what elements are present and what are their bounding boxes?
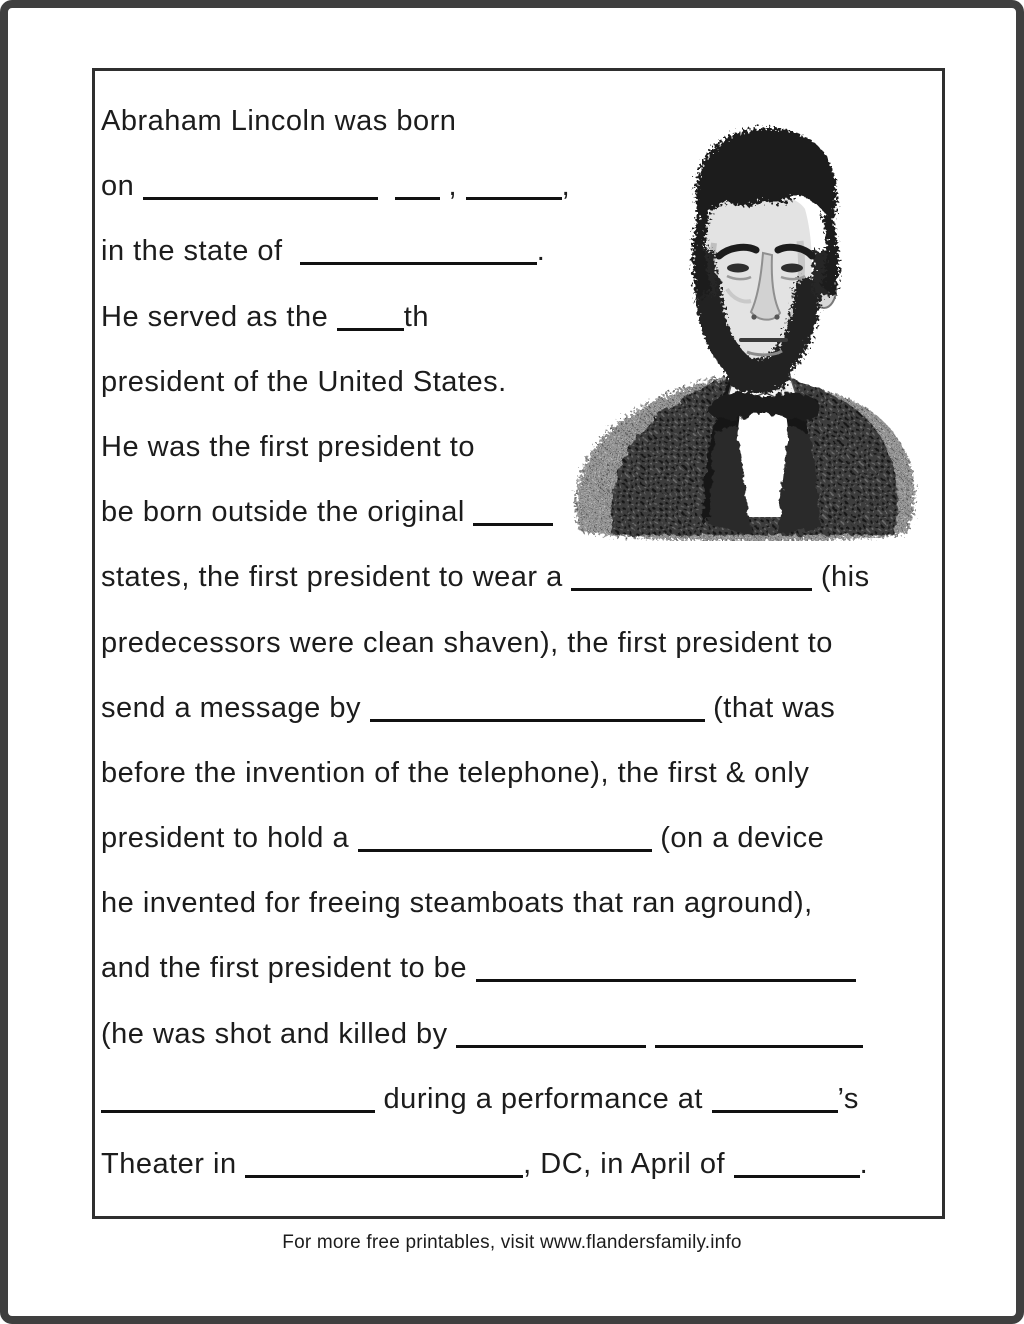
line-text (378, 170, 395, 202)
line-text: on (101, 170, 143, 203)
blank-field (143, 193, 378, 200)
worksheet-line (101, 611, 942, 676)
line-text: , (561, 170, 571, 203)
line-text: th (403, 300, 429, 333)
worksheet-line (101, 1067, 942, 1132)
worksheet-line (101, 350, 942, 415)
worksheet-line (101, 871, 942, 936)
blank-field (370, 715, 705, 722)
worksheet-line (101, 936, 942, 1001)
blank-field (300, 258, 537, 265)
line-text: , (439, 170, 466, 203)
line-text: states, the first president to wear a (101, 561, 572, 594)
line-text: . (859, 1148, 869, 1180)
worksheet-line (101, 415, 942, 480)
line-text: . (536, 235, 546, 268)
line-text: before the invention of the telephone), the first & only (101, 756, 810, 789)
worksheet-line (101, 741, 942, 806)
worksheet-line (101, 676, 942, 741)
line-text: (that was (704, 691, 836, 724)
worksheet-line (101, 154, 942, 219)
line-text: and the first president to be (101, 952, 476, 985)
line-text: He was the first president to (101, 430, 475, 463)
line-text (646, 1018, 655, 1050)
line-text: He served as the (101, 300, 337, 333)
blank-field (476, 975, 856, 982)
line-text: (his (812, 561, 870, 594)
blank-field (734, 1171, 860, 1178)
line-text: ’s (837, 1082, 859, 1115)
blank-field (466, 193, 562, 200)
worksheet-line (101, 219, 942, 284)
worksheet-line (101, 1002, 942, 1067)
blank-field (655, 1041, 863, 1048)
line-text: Theater in (101, 1148, 246, 1180)
line-text: be born outside the original (101, 496, 474, 529)
line-text: (on a device (651, 822, 825, 855)
worksheet-line (101, 480, 942, 545)
line-text: Abraham Lincoln was born (101, 105, 457, 137)
blank-field (712, 1106, 838, 1113)
worksheet-lines (95, 71, 942, 1216)
blank-field (473, 519, 553, 526)
line-text: in the state of (101, 235, 300, 268)
line-text: president of the United States. (101, 365, 507, 398)
worksheet-line (101, 806, 942, 871)
worksheet-line (101, 1132, 942, 1197)
footer-note: For more free printables, visit www.flandersfamily.info (282, 1232, 742, 1253)
line-text: during a performance at (375, 1082, 712, 1115)
worksheet-line (101, 545, 942, 610)
blank-field (571, 584, 812, 591)
worksheet-line (101, 285, 942, 350)
blank-field (358, 845, 652, 852)
blank-field (395, 193, 440, 200)
line-text: (he was shot and killed by (101, 1017, 457, 1050)
line-text: he invented for freeing steamboats that ran aground), (101, 887, 813, 920)
blank-field (101, 1106, 375, 1113)
line-text: president to hold a (101, 822, 358, 855)
line-text: send a message by (101, 691, 370, 724)
line-text: predecessors were clean shaven), the first president to (101, 626, 833, 659)
worksheet-line (101, 89, 942, 154)
blank-field (337, 324, 404, 331)
blank-field (456, 1041, 646, 1048)
worksheet-box (92, 68, 945, 1219)
blank-field (245, 1171, 523, 1178)
line-text: , DC, in April of (523, 1148, 734, 1180)
